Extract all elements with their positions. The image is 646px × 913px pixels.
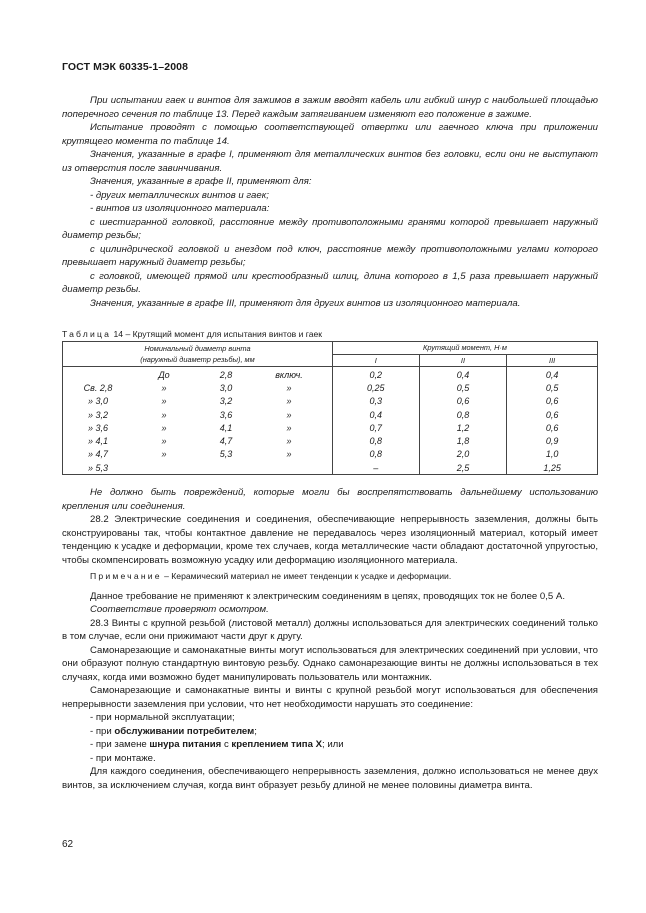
torque-cell-iii: 0,9 <box>507 434 598 447</box>
paragraph: Значения, указанные в графе II, применяют для: <box>90 176 312 187</box>
torque-cell-i: 0,7 <box>332 421 419 434</box>
table-row <box>63 381 598 394</box>
torque-cell-iii: 0,6 <box>507 421 598 434</box>
paragraph: Испытание проводят с помощью соответствующей отвертки или гаечного ключа при приложении крутящего момента по таблице 14. <box>62 122 598 147</box>
diameter-marker: » <box>286 422 292 433</box>
defined-term: обслуживании потребителем <box>114 725 255 737</box>
torque-cell-ii: 1,2 <box>419 421 507 434</box>
torque-cell-i: – <box>332 461 419 475</box>
table-caption-word: Таблица <box>62 329 112 339</box>
header-diameter <box>63 342 333 367</box>
diameter-to: 2,8 <box>219 369 233 380</box>
torque-cell-i: 0,3 <box>332 395 419 408</box>
diameter-from: » 3,6 <box>87 422 109 433</box>
diameter-cell <box>63 421 333 434</box>
torque-cell-i: 0,8 <box>332 434 419 447</box>
diameter-marker: » <box>161 449 167 460</box>
diameter-from: » 3,0 <box>87 396 109 407</box>
torque-table <box>62 341 598 475</box>
diameter-from: » 4,1 <box>87 436 109 447</box>
header-diameter-line1: Номинальный диаметр винта <box>144 344 251 353</box>
list-item-text: ; или <box>321 739 344 750</box>
diameter-marker: » <box>161 422 167 433</box>
note-label: Примечание <box>90 571 162 581</box>
diameter-cell <box>63 381 333 394</box>
table-caption-text: 14 – Крутящий момент для испытания винтов и гаек <box>113 329 323 339</box>
torque-cell-i: 0,25 <box>332 381 419 394</box>
intro-section <box>62 94 598 310</box>
header-torque: Крутящий момент, Н·м <box>332 342 597 355</box>
note-text: – Керамический материал не имеет тенденции к усадке и деформации. <box>161 571 452 581</box>
torque-cell-ii: 2,0 <box>419 448 507 461</box>
defined-term: креплением типа X <box>231 739 322 750</box>
paragraph: 28.3 Винты с крупной резьбой (листовой металл) должны использоваться для электрических соединений только в том случае, если они прижимают части друг к другу. <box>62 617 598 642</box>
page-number: 62 <box>62 839 74 850</box>
paragraph: Значения, указанные в графе I, применяют для металлических винтов без головки, если они не выступают из отверстия после завинчивания. <box>62 149 598 174</box>
diameter-marker: » <box>286 409 292 420</box>
header-diameter-line2: (наружный диаметр резьбы), мм <box>140 355 255 364</box>
header-col-iii: III <box>507 354 598 367</box>
diameter-marker: » <box>286 436 292 447</box>
paragraph: При испытании гаек и винтов для зажимов в зажим вводят кабель или гибкий шнур с наибольшей площадью поперечного сечения по таблице 13. Перед каждым затягиванием изменяют его положение в зажиме. <box>62 95 598 120</box>
torque-cell-ii: 1,8 <box>419 434 507 447</box>
diameter-marker: » <box>161 382 167 393</box>
torque-cell-iii: 1,25 <box>507 461 598 475</box>
paragraph: Для каждого соединения, обеспечивающего непрерывность заземления, должно использоваться не менее двух винтов, за исключением случая, когда винт образует резьбу длиной не менее половины диаметра винта. <box>62 766 598 791</box>
torque-cell-iii: 0,6 <box>507 408 598 421</box>
list-item: - при нормальной эксплуатации; <box>90 712 235 723</box>
diameter-cell <box>63 367 333 382</box>
diameter-to: 4,1 <box>219 422 233 433</box>
diameter-marker: » <box>161 409 167 420</box>
paragraph: Самонарезающие и самонакатные винты и винты с крупной резьбой могут использоваться для обеспечения непрерывности заземления при условии, что нет необходимости нарушать это соединение: <box>62 685 598 710</box>
diameter-marker: » <box>161 396 167 407</box>
diameter-to: 3,0 <box>219 382 233 393</box>
note <box>62 570 598 584</box>
paragraph: с головкой, имеющей прямой или крестообразный шлиц, длина которого в 1,5 раза превышает наружный диаметр резьбы. <box>62 270 598 295</box>
diameter-to: 3,6 <box>219 409 233 420</box>
paragraph: с шестигранной головкой, расстояние между противоположными гранями которой превышает наружный диаметр резьбы; <box>62 216 598 241</box>
diameter-from: » 4,7 <box>87 449 109 460</box>
diameter-to: 3,2 <box>219 396 233 407</box>
table-row <box>63 408 598 421</box>
diameter-from: » 5,3 <box>87 462 109 473</box>
diameter-marker: » <box>286 449 292 460</box>
paragraph: Не должно быть повреждений, которые могли бы воспрепятствовать дальнейшему использованию крепления или соединения. <box>62 487 598 512</box>
torque-cell-i: 0,4 <box>332 408 419 421</box>
torque-cell-ii: 0,6 <box>419 395 507 408</box>
diameter-cell <box>63 461 333 475</box>
list-item: - других металлических винтов и гаек; <box>90 189 269 201</box>
table-row <box>63 421 598 434</box>
diameter-cell <box>63 395 333 408</box>
paragraph: с цилиндрической головкой и гнездом под ключ, расстояние между противоположными углами которого превышает наружный диаметр резьбы; <box>62 243 598 268</box>
torque-cell-iii: 0,6 <box>507 395 598 408</box>
torque-cell-i: 0,8 <box>332 448 419 461</box>
torque-cell-ii: 2,5 <box>419 461 507 475</box>
diameter-from: » 3,2 <box>87 409 109 420</box>
table-row <box>63 461 598 475</box>
diameter-cell <box>63 408 333 421</box>
paragraph: 28.2 Электрические соединения и соединения, обеспечивающие непрерывность заземления, должны быть сконструированы так, чтобы контактное давление не передавалось через изоляционный материал, который имеет тенденцию к усадке и деформации, кроме тех случаев, когда металлические части обладают достаточной упругостью, чтобы скомпенсировать возможную усадку или деформацию изоляционного материала. <box>62 514 598 566</box>
torque-cell-iii: 1,0 <box>507 448 598 461</box>
after-section <box>62 486 598 792</box>
diameter-marker: » <box>286 396 292 407</box>
header-col-ii: II <box>419 354 507 367</box>
table-caption <box>62 329 322 339</box>
diameter-to: 5,3 <box>219 449 233 460</box>
diameter-cell <box>63 448 333 461</box>
table-row <box>63 448 598 461</box>
diameter-marker: До <box>158 369 170 380</box>
diameter-cell <box>63 434 333 447</box>
diameter-marker: » <box>161 436 167 447</box>
paragraph: Самонарезающие и самонакатные винты могут использоваться для электрических соединений при условии, что они образуют полную стандартную винтовую резьбу. Однако самонарезающие винты не должны использоваться в тех случаях, когда ими возможно будет манипулировать пользователь или монтажник. <box>62 644 598 683</box>
defined-term: шнура питания <box>149 739 222 750</box>
table-row <box>63 434 598 447</box>
torque-cell-ii: 0,8 <box>419 408 507 421</box>
list-item-text: ; <box>254 725 257 737</box>
torque-cell-iii: 0,5 <box>507 381 598 394</box>
diameter-marker: » <box>286 382 292 393</box>
list-item <box>62 725 598 739</box>
list-item <box>62 738 598 752</box>
torque-cell-iii: 0,4 <box>507 367 598 382</box>
diameter-to: 4,7 <box>219 436 233 447</box>
list-item: - при монтаже. <box>90 752 156 764</box>
list-item: - винтов из изоляционного материала: <box>90 203 270 214</box>
torque-cell-ii: 0,4 <box>419 367 507 382</box>
document-header: ГОСТ МЭК 60335-1–2008 <box>62 61 189 73</box>
torque-cell-i: 0,2 <box>332 367 419 382</box>
paragraph: Данное требование не применяют к электрическим соединениям в цепях, проводящих ток не более 0,5 А. <box>90 590 565 602</box>
list-item-text: - при <box>90 725 115 737</box>
torque-cell-ii: 0,5 <box>419 381 507 394</box>
table-row <box>63 395 598 408</box>
table-row <box>63 367 598 382</box>
table-body <box>63 367 598 475</box>
diameter-from: Св. 2,8 <box>83 382 113 393</box>
diameter-marker: включ. <box>275 369 303 380</box>
list-item-text: с <box>221 739 232 750</box>
header-col-i: I <box>332 354 419 367</box>
list-item-text: - при замене <box>90 739 150 750</box>
paragraph: Соответствие проверяют осмотром. <box>90 604 269 615</box>
paragraph: Значения, указанные в графе III, применяют для других винтов из изоляционного материала. <box>90 297 521 309</box>
